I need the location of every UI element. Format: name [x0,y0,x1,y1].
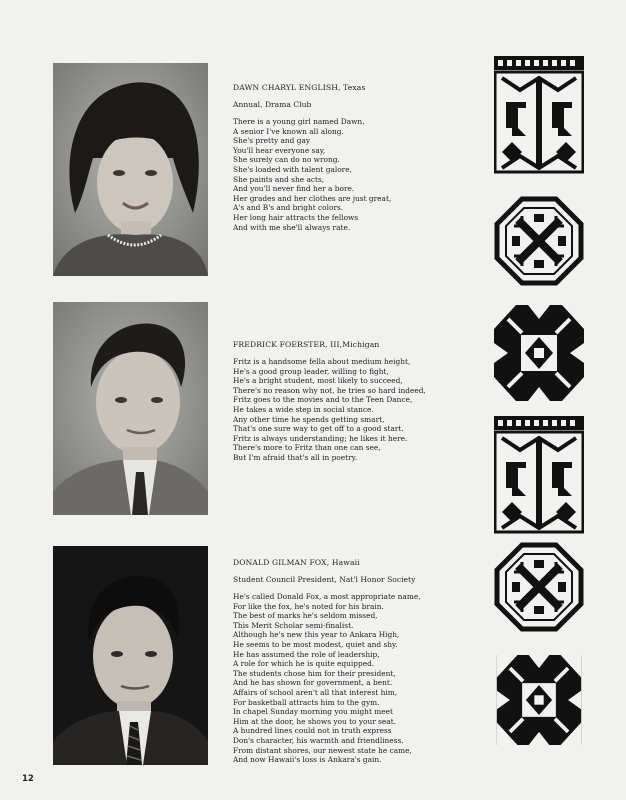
poem-line: He seems to be most modest, quiet and shy. [233,639,398,649]
poem-line: And with me she'll always rate. [233,222,351,232]
student-poem [233,117,481,232]
poem-line: In chapel Sunday morning you might meet [233,707,393,717]
poem-line: Her grades and her clothes are just great, [233,193,392,203]
kilim-bird-panel-icon [494,416,584,534]
poem-line: Don's character, his warmth and friendliness. [233,735,404,745]
poem-line: And he has shown for government, a bent. [233,678,393,688]
student-activities: Student Council President, Nat'l Honor Society [233,575,416,584]
poem-line: There is a young girl named Dawn, [233,117,365,126]
student-poem [233,357,481,463]
student-name: DAWN CHARYL ENGLISH, Texas [233,83,366,92]
poem-line: Him at the door, he shows you to your seat. [233,716,397,726]
poem-line: Any other time he spends getting smart, [233,414,385,424]
poem-line: She surely can do no wrong. [233,155,340,165]
poem-line: And now Hawaii's loss is Ankara's gain. [233,755,382,765]
poem-line: She's pretty and gay [233,136,311,146]
student-poem [233,592,481,765]
poem-line: Although he's new this year to Ankara High, [233,630,400,640]
student-name: DONALD GILMAN FOX, Hawaii [233,558,360,567]
student-name: FREDRICK FOERSTER, III,Michigan [233,340,380,349]
poem-line: For basketball attracts him to the gym. [233,697,380,707]
poem-line: She's loaded with talent galore, [233,164,352,174]
poem-line: For like the fox, he's noted for his brain. [233,601,384,611]
poem-line: He's a good group leader, willing to fight, [233,366,389,376]
senior-entry-dawn [233,83,481,232]
poem-line: Fritz is a handsome fella about medium height, [233,357,411,366]
poem-line: A hundred lines could not in truth express [233,726,392,736]
poem-line: But I'm afraid that's all in poetry. [233,452,358,462]
poem-line: There's no reason why not, he tries so hard indeed, [233,385,426,395]
octagon-medallion-icon [494,542,584,632]
portrait-photo-fredrick [53,302,208,515]
poem-line: Fritz is always understanding; he likes it here. [233,433,408,443]
kilim-bird-panel-icon [494,56,584,174]
poem-line: He's called Donald Fox, a most appropriate name, [233,592,421,601]
poem-line: The best of marks he's seldom missed, [233,611,378,621]
poem-line: A role for which he is quite equipped. [233,659,375,669]
poem-line: Fritz goes to the movies and to the Teen Dance, [233,395,413,405]
poem-line: He has assumed the role of leadership, [233,649,380,659]
poem-line: And you'll never find her a bore. [233,184,355,194]
star-cross-tile-icon [494,305,584,401]
poem-line: You'll hear everyone say, [233,145,326,155]
poem-line: A senior I've known all along. [233,126,344,136]
page-number: 12 [22,774,34,784]
senior-entry-donald [233,558,481,765]
poem-line: He takes a wide step in social stance. [233,404,374,414]
poem-line: Her long hair attracts the fellows [233,212,359,222]
portrait-photo-dawn [53,63,208,276]
poem-line: He's a bright student, most likely to succeed, [233,376,403,386]
student-activities: Annual, Drama Club [233,100,312,109]
poem-line: There's more to Fritz than one can see, [233,443,381,453]
senior-entry-fredrick [233,340,481,463]
star-cross-tile-icon [494,655,584,745]
poem-line: She paints and she acts, [233,174,325,184]
poem-line: Affairs of school aren't all that interest him, [233,687,398,697]
poem-line: This Merit Scholar semi-finalist. [233,620,354,630]
portrait-photo-donald [53,546,208,765]
poem-line: That's one sure way to get off to a good start. [233,424,404,434]
poem-line: The students chose him for their president, [233,668,396,678]
octagon-medallion-icon [494,196,584,286]
poem-line: From distant shores, our newest state he came, [233,745,412,755]
poem-line: A's and B's and bright colors. [233,203,344,213]
